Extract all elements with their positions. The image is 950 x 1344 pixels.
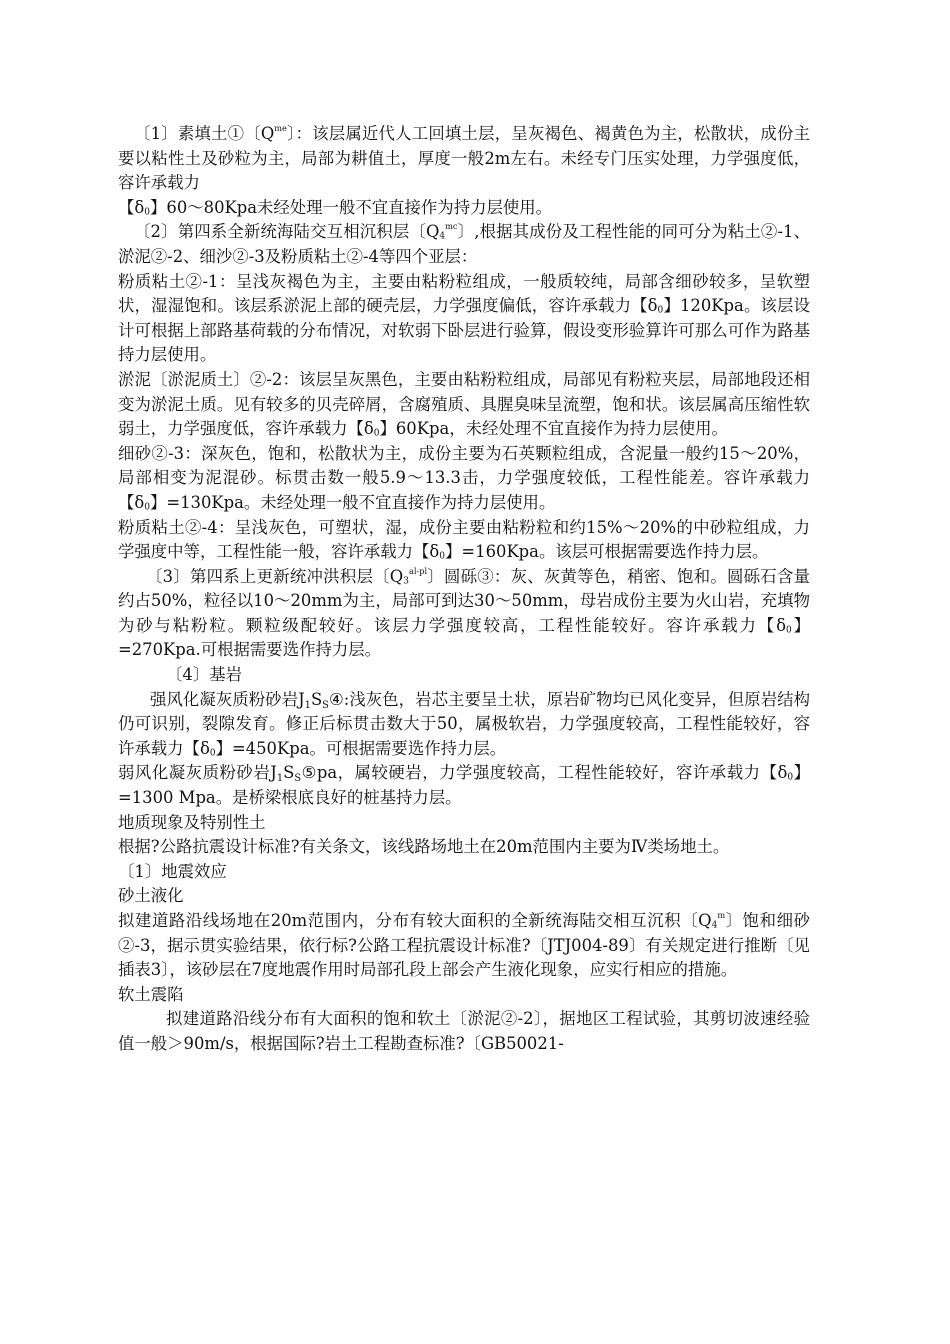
subscript: 4 [711, 920, 718, 931]
text-run: 〕圆砾③：灰、灰黄等色，稍密、饱和。圆砾石含量约占50%，粒径以10～20mm为主，局部可到达30～50mm，母岩成份主要为火山岩，充填物为砂与粘粉粒。颗粒级配较好。该层力学强度较高，工程性能较好。容许承载力【δ [118, 566, 810, 635]
text-run: 弱风化凝灰质粉砂岩J [118, 763, 277, 783]
text-run: 】120Kpa。该层设计可根据上部路基荷载的分布情况，对软弱下卧层进行验算，假设变形验算许可那么可作为路基持力层使用。 [118, 296, 810, 365]
text-run: 】=160Kpa。该层可根据需要选作持力层。 [445, 542, 769, 562]
paragraph-weathered-siltstone-4 [118, 688, 810, 762]
heading-soft-soil-subsidence: 软土震陷 [118, 984, 184, 1004]
text-run: 〕：该层属近代人工回填土层，呈灰褐色、褐黄色为主，松散状，成份主要以粘性土及砂粒为主，局部为耕值土，厚度一般2m左右。未经专门压实处理，力学强度低，容许承载力 [118, 124, 810, 193]
superscript: me [274, 123, 287, 134]
text-run: 〕饱和细砂②-3，据示贯实验结果，依行标?公路工程抗震设计标准?〔JTJ004-89〕有关规定进行推断〔见插表3〕，该砂层在7度地震作用时局部孔段上部会产生液化现象，应实行相应的措施。 [118, 911, 810, 980]
text-run: ④:浅灰色，岩芯主要呈土状，原岩矿物均已风化变异，但原岩结构仍可识别，裂隙发育。修正后标贯击数大于50，属极软岩，力学强度较高，工程性能较好，容许承载力【δ [118, 689, 810, 758]
subscript: 0 [439, 551, 446, 562]
text-run: 】=450Kpa。可根据需要选作持力层。 [215, 738, 507, 758]
text-run: 强风化凝灰质粉砂岩J [150, 689, 305, 709]
subscript: S [322, 699, 329, 711]
subscript: 0 [373, 428, 380, 439]
subscript: 0 [657, 305, 664, 316]
text-run: 】=1300 Mpa。是桥梁根底良好的桩基持力层。 [118, 763, 811, 808]
text-run: 淤泥〔淤泥质土〕②-2：该层呈灰黑色，主要由粘粉粒组成，局部见有粉粒夹层，局部地段还相变为淤泥土质。见有较多的贝壳碎屑，含腐殖质、具腥臭味呈流塑，饱和状。该层属高压缩性软弱土，力学强度低，容许承载力【δ [118, 369, 810, 439]
paragraph-silty-clay-2-1 [118, 270, 810, 368]
text-run: 〕,根据其成份及工程性能的同可分为粘土②-1、淤泥②-2、细沙②-3及粉质粘土②-4等四个亚层： [118, 222, 810, 266]
text-run: 【δ [118, 197, 145, 217]
paragraph-fine-sand-2-3 [118, 442, 810, 516]
paragraph-weathered-siltstone-5 [118, 761, 810, 810]
heading-geological-phenomena: 地质现象及特别性土 [118, 812, 266, 832]
paragraph-liquefaction [118, 909, 810, 983]
subscript: 0 [785, 625, 792, 636]
text-run: 】60～80Kpa未经处理一般不宜直接作为持力层使用。 [150, 197, 553, 217]
subscript: 0 [787, 772, 794, 783]
subscript: 0 [144, 207, 150, 218]
superscript: m [717, 910, 726, 921]
text-run: 拟建道路沿线场地在20m范围内，分布有较大面积的全新统海陆交相互沉积〔Q [118, 911, 712, 930]
text-run: 细砂②-3：深灰色，饱和，松散状为主，成份主要为石英颗粒组成，含泥量一般约15～20%，局部相变为泥混砂。标贯击数一般5.9～13.3击，力学强度较低，工程性能差。容许承载力【δ [118, 443, 810, 512]
subscript: 4 [439, 231, 446, 242]
text-run: 〔1〕素填土①〔Q [134, 124, 275, 143]
paragraph-silty-clay-2-4 [118, 516, 810, 565]
subscript: 1 [304, 699, 311, 711]
superscript: al-pl [408, 565, 428, 576]
document-page [118, 122, 810, 1057]
text-run: ⑤pa，属较硬岩，力学强度较高，工程性能较好，容许承载力【δ [301, 763, 788, 783]
text-run: 〔2〕第四系全新统海陆交互相沉积层〔Q [134, 222, 440, 242]
paragraph-fill-soil [118, 122, 810, 196]
subscript: S [294, 773, 302, 785]
text-run: 粉质粘土②-4：呈浅灰色，可塑状，湿，成份主要由粘粉粒和约15%～20%的中砂粒组成，力学强度中等，工程性能一般，容许承载力【δ [118, 517, 810, 562]
text-run: S [310, 689, 323, 709]
paragraph-silt-2-2 [118, 368, 810, 442]
text-run: 粉质粘土②-1：呈浅灰褐色为主，主要由粘粉粒组成，一般质较纯，局部含细砂较多，呈软塑状，湿湿饱和。该层系淤泥上部的硬壳层，力学强度偏低，容许承载力【δ [118, 271, 810, 316]
text-run: 】60Kpa，未经处理不宜直接作为持力层使用。 [379, 419, 728, 439]
heading-bedrock: 〔4〕基岩 [166, 665, 242, 685]
subscript: 3 [403, 576, 409, 587]
text-run: 】=270Kpa.可根据需要选作持力层。 [118, 615, 810, 660]
heading-seismic-effect: 〔1〕地震效应 [118, 861, 227, 881]
heading-sand-liquefaction: 砂土液化 [118, 886, 184, 906]
superscript: mc [445, 221, 458, 232]
text-run: 】=130Kpa。未经处理一般不宜直接作为持力层使用。 [150, 492, 556, 512]
subscript: 0 [144, 502, 150, 513]
subscript: 0 [209, 748, 216, 759]
text-run: S [283, 763, 295, 783]
text-run: 〔3〕第四系上更新统冲洪积层〔Q [146, 566, 404, 586]
paragraph-site-class: 根据?公路抗震设计标准?有关条文，该线路场地土在20m范围内主要为Ⅳ类场地土。 [118, 837, 730, 857]
paragraph-soft-soil-subsidence: 拟建道路沿线分布有大面积的饱和软土〔淤泥②-2〕，据地区工程试验，其剪切波速经验值一般＞90m/s，根据国际?岩土工程勘查标准?〔GB50021- [118, 1009, 810, 1053]
paragraph-fill-soil-capacity [118, 196, 810, 221]
paragraph-gravel-3 [118, 565, 810, 663]
subscript: 1 [276, 773, 284, 785]
paragraph-holocene-layer [118, 220, 810, 269]
